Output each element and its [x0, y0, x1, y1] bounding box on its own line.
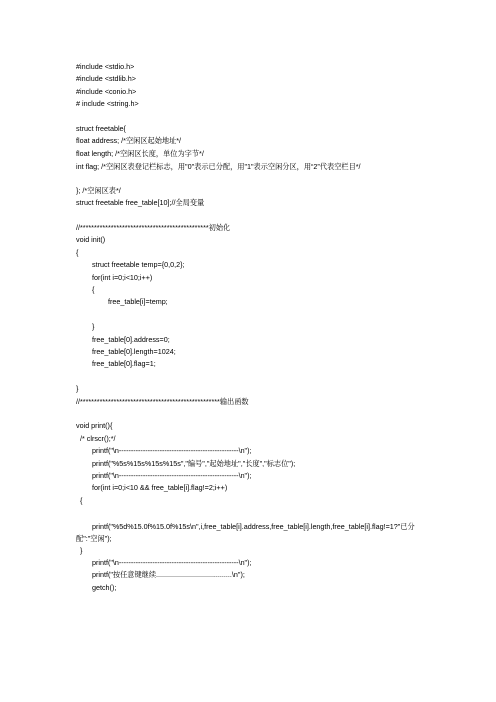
code-line: /* clrscr();*/: [76, 434, 116, 443]
code-line: printf("按任意键继续......................................\n");: [76, 570, 245, 579]
code-line: void print(){: [76, 421, 113, 430]
code-line: free_table[i]=temp;: [76, 297, 168, 306]
code-line: free_table[0].length=1024;: [76, 347, 176, 356]
code-line: float length; /*空闲区长度，单位为字节*/: [76, 149, 204, 158]
code-line: #include <stdlib.h>: [76, 74, 136, 83]
code-line: #include <stdio.h>: [76, 62, 135, 71]
code-line: struct freetable{: [76, 124, 126, 133]
code-line: free_table[0].flag=1;: [76, 359, 156, 368]
code-line: }; /*空闲区表*/: [76, 186, 121, 195]
code-line: struct freetable temp={0,0,2};: [76, 260, 185, 269]
code-line: int flag; /*空闲区表登记栏标志，用"0"表示已分配，用"1"表示空闲分区，用“2”代表空栏目*/: [76, 162, 361, 171]
code-line: printf("%5d%15.0f%15.0f%15s\n",i,free_table[i].address,free_table[i].length,free_table[i].flag!=1?"已分配":"空闲");: [76, 522, 415, 543]
code-line: }: [76, 322, 95, 331]
code-line: {: [76, 248, 79, 257]
code-line: for(int i=0;i<10;i++): [76, 273, 153, 282]
code-line: struct freetable free_table[10];//全局变量: [76, 198, 205, 207]
code-line: }: [76, 546, 83, 555]
code-line: {: [76, 285, 95, 294]
code-line: //**************************************************输出函数: [76, 397, 249, 406]
code-line: printf("\n--------------------------------------------------\n");: [76, 558, 252, 567]
code-line: {: [76, 496, 83, 505]
code-line: free_table[0].address=0;: [76, 335, 170, 344]
code-line: #include <conio.h>: [76, 87, 137, 96]
code-line: printf("%5s%15s%15s%15s","编号","起始地址","长度","标志位");: [76, 459, 296, 468]
code-line: getch();: [76, 583, 117, 592]
code-line: }: [76, 384, 79, 393]
code-line: //**********************************************初始化: [76, 223, 231, 232]
code-line: float address; /*空闲区起始地址*/: [76, 136, 182, 145]
code-line: printf("\n--------------------------------------------------\n");: [76, 471, 252, 480]
code-line: printf("\n--------------------------------------------------\n");: [76, 446, 252, 455]
code-line: # include <string.h>: [76, 99, 139, 108]
code-line: for(int i=0;i<10 && free_table[i].flag!=2;i++): [76, 483, 228, 492]
code-line: void init(): [76, 235, 106, 244]
